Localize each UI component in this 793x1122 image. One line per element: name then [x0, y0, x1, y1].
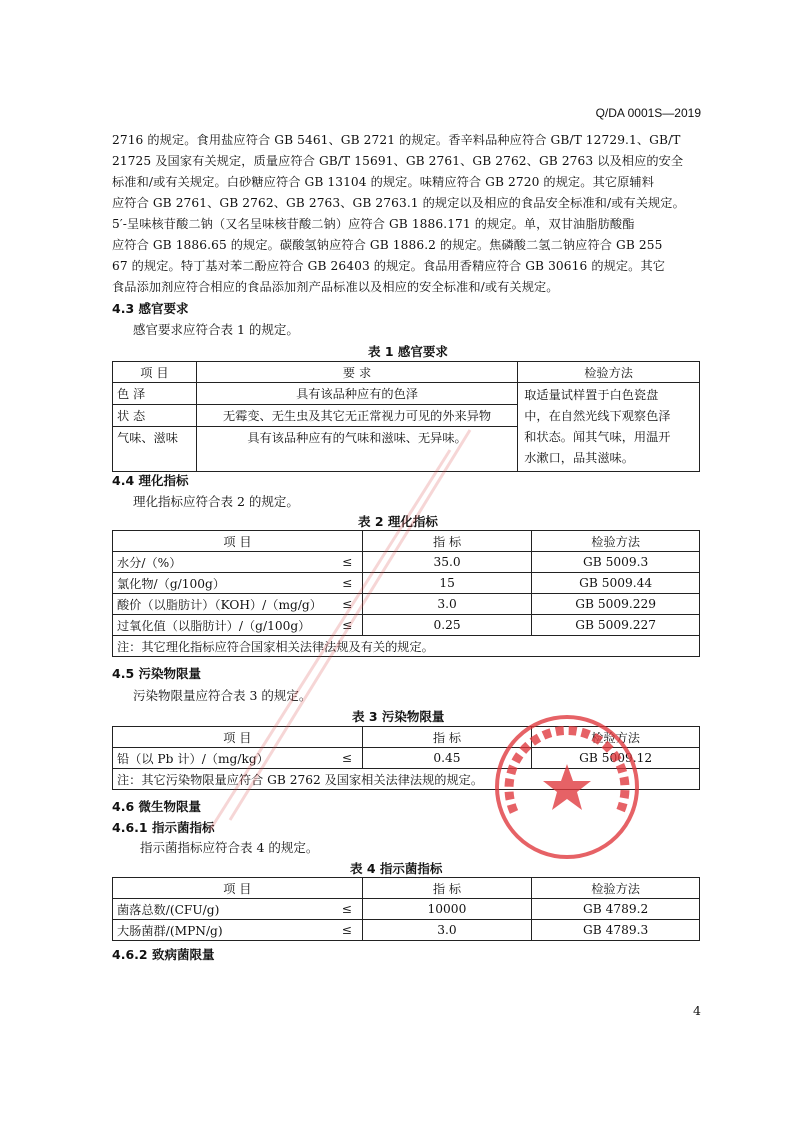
section-4-6-1-text: 指示菌指标应符合表 4 的规定。: [140, 840, 319, 855]
t2-row-method: GB 5009.229: [532, 594, 700, 615]
t4-header-index: 指 标: [362, 878, 532, 899]
t4-row-item: 菌落总数/(CFU/g): [113, 899, 333, 920]
section-4-6-2-title: 4.6.2 致病菌限量: [112, 947, 215, 962]
intro-line: 应符合 GB 1886.65 的规定。碳酸氢钠应符合 GB 1886.2 的规定。焦磷酸二氢二钠应符合 GB 255: [112, 238, 663, 252]
t3-note: 注：其它污染物限量应符合 GB 2762 及国家相关法律法规的规定。: [113, 769, 700, 790]
t2-note: 注：其它理化指标应符合国家相关法律法规及有关的规定。: [113, 636, 700, 657]
t3-row-value: 0.45: [362, 748, 532, 769]
t3-header-method: 检验方法: [532, 727, 700, 748]
t2-row-symbol: ≤: [332, 552, 362, 573]
t1-method-line: 取适量试样置于白色瓷盘: [524, 388, 659, 402]
table-4-caption: 表 4 指示菌指标: [350, 861, 443, 876]
t2-row-item: 氯化物/（g/100g）: [113, 573, 333, 594]
table-4-indicator-bacteria: [112, 877, 700, 941]
t2-row-value: 0.25: [362, 615, 531, 636]
t1-row-requirement: 具有该品种应有的气味和滋味、无异味。: [196, 426, 517, 471]
section-4-3-text: 感官要求应符合表 1 的规定。: [133, 322, 299, 337]
intro-line: 21725 及国家有关规定，质量应符合 GB/T 15691、GB 2761、GB 2762、GB 2763 以及相应的安全: [112, 154, 684, 168]
intro-line: 67 的规定。特丁基对苯二酚应符合 GB 26403 的规定。食品用香精应符合 GB 30616 的规定。其它: [112, 259, 666, 273]
t3-row-method: GB 5009.12: [532, 748, 700, 769]
t2-row-method: GB 5009.3: [532, 552, 700, 573]
table-3-caption: 表 3 污染物限量: [352, 709, 445, 724]
t1-method-line: 中，在自然光线下观察色泽: [524, 409, 671, 423]
t2-row-value: 15: [362, 573, 531, 594]
t1-row-requirement: 无霉变、无生虫及其它无正常视力可见的外来异物: [196, 404, 517, 426]
section-4-4-title: 4.4 理化指标: [112, 473, 189, 488]
standard-code-header: Q/DA 0001S—2019: [595, 106, 701, 120]
t2-row-symbol: ≤: [332, 615, 362, 636]
intro-line: 标准和/或有关规定。白砂糖应符合 GB 13104 的规定。味精应符合 GB 2720 的规定。其它原辅料: [112, 175, 655, 189]
t3-header-index: 指 标: [362, 727, 532, 748]
t2-row-method: GB 5009.44: [532, 573, 700, 594]
t4-row-value: 3.0: [362, 920, 532, 941]
t1-method-cell: [518, 383, 700, 472]
t1-method-line: 水漱口，品其滋味。: [524, 451, 634, 465]
section-4-6-1-title: 4.6.1 指示菌指标: [112, 820, 215, 835]
page-number: 4: [693, 1003, 701, 1018]
table-1-caption: 表 1 感官要求: [368, 344, 448, 359]
t1-row-item: 气味、滋味: [113, 426, 197, 471]
t3-row-symbol: ≤: [332, 748, 362, 769]
t2-row-symbol: ≤: [332, 594, 362, 615]
t4-header-method: 检验方法: [532, 878, 700, 899]
t3-header-item: 项 目: [113, 727, 363, 748]
t4-row-item: 大肠菌群/(MPN/g): [113, 920, 333, 941]
section-4-5-text: 污染物限量应符合表 3 的规定。: [133, 688, 312, 703]
intro-line: 食品添加剂应符合相应的食品添加剂产品标准以及相应的安全标准和/或有关规定。: [112, 280, 559, 294]
section-4-5-title: 4.5 污染物限量: [112, 666, 201, 681]
t2-header-item: 项 目: [113, 531, 363, 552]
t2-row-method: GB 5009.227: [532, 615, 700, 636]
t2-header-index: 指 标: [362, 531, 531, 552]
t2-row-value: 3.0: [362, 594, 531, 615]
t2-row-item: 过氧化值（以脂肪计）/（g/100g）: [113, 615, 333, 636]
intro-paragraph: [112, 130, 700, 298]
t4-row-method: GB 4789.3: [532, 920, 700, 941]
t1-header-item: 项 目: [113, 362, 197, 383]
intro-line: 应符合 GB 2761、GB 2762、GB 2763、GB 2763.1 的规定以及相应的食品安全标准和/或有关规定。: [112, 196, 685, 210]
section-4-3-title: 4.3 感官要求: [112, 301, 189, 316]
table-2-caption: 表 2 理化指标: [358, 514, 438, 529]
t1-header-requirement: 要 求: [196, 362, 517, 383]
intro-line: 5′-呈味核苷酸二钠（又名呈味核苷酸二钠）应符合 GB 1886.171 的规定。单，双甘油脂肪酸酯: [112, 217, 635, 231]
t3-row-item: 铅（以 Pb 计）/（mg/kg）: [113, 748, 333, 769]
section-4-6-title: 4.6 微生物限量: [112, 799, 201, 814]
t2-row-item: 水分/（%）: [113, 552, 333, 573]
t4-row-symbol: ≤: [332, 899, 362, 920]
t1-row-requirement: 具有该品种应有的色泽: [196, 383, 517, 405]
t1-row-item: 状 态: [113, 404, 197, 426]
table-2-physicochemical: [112, 530, 700, 657]
t4-header-item: 项 目: [113, 878, 363, 899]
t1-row-item: 色 泽: [113, 383, 197, 405]
t2-header-method: 检验方法: [532, 531, 700, 552]
t1-method-line: 和状态。闻其气味，用温开: [524, 430, 671, 444]
t2-row-symbol: ≤: [332, 573, 362, 594]
t4-row-symbol: ≤: [332, 920, 362, 941]
company-seal-stamp: [492, 712, 642, 862]
t2-row-item: 酸价（以脂肪计）（KOH）/（mg/g）: [113, 594, 333, 615]
t4-row-value: 10000: [362, 899, 532, 920]
section-4-4-text: 理化指标应符合表 2 的规定。: [133, 494, 299, 509]
t1-header-method: 检验方法: [518, 362, 700, 383]
intro-line: 2716 的规定。食用盐应符合 GB 5461、GB 2721 的规定。香辛料品种应符合 GB/T 12729.1、GB/T: [112, 133, 681, 147]
t4-row-method: GB 4789.2: [532, 899, 700, 920]
t2-row-value: 35.0: [362, 552, 531, 573]
table-1-sensory: [112, 361, 700, 472]
